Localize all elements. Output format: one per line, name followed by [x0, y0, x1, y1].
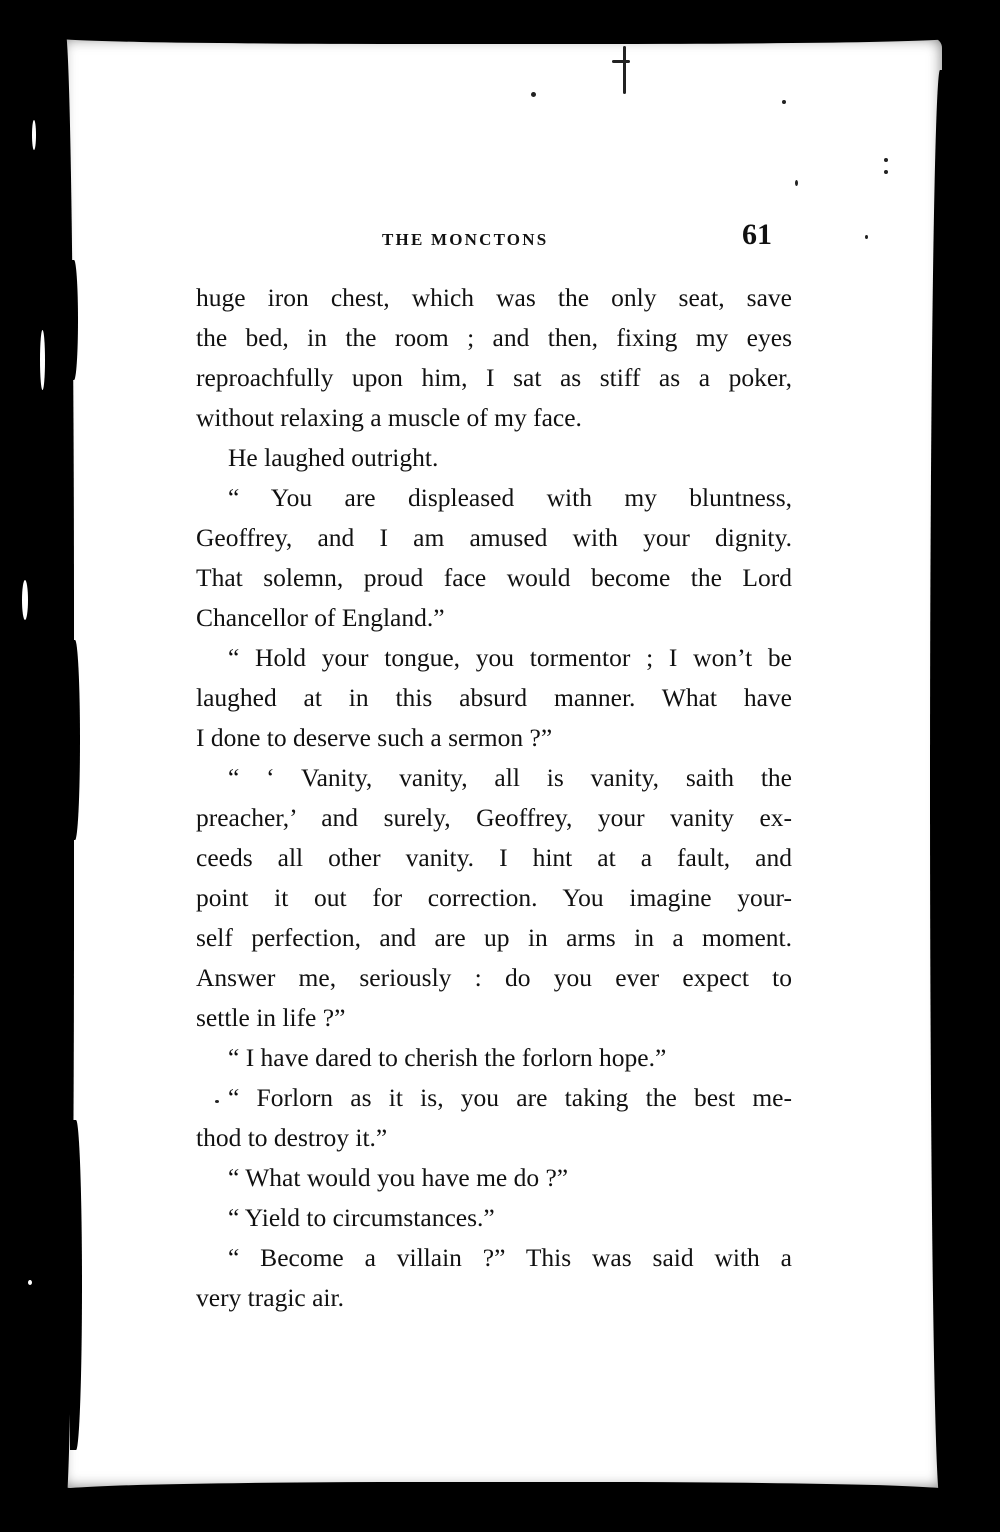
dust-mark — [865, 235, 868, 239]
text-line: settle in life ?” — [196, 1003, 346, 1032]
dust-mark — [612, 60, 630, 63]
running-head — [200, 218, 780, 258]
binding-edge-shadow — [70, 640, 80, 840]
page-edge-shadow-bottom — [60, 1482, 950, 1502]
text-line: “ ‘ Vanity, vanity, all is vanity, saith the — [228, 763, 792, 792]
page-number: 61 — [742, 218, 772, 251]
page-edge-shadow-top — [60, 30, 950, 44]
text-line: huge iron chest, which was the only seat, save — [196, 283, 792, 312]
text-line: reproachfully upon him, I sat as stiff as a poker, — [196, 363, 792, 392]
margin-speck — [40, 330, 45, 390]
body-text — [196, 278, 792, 1318]
text-line: self perfection, and are up in arms in a moment. — [196, 923, 792, 952]
text-line: “ You are displeased with my bluntness, — [228, 483, 792, 512]
text-line: That solemn, proud face would become the Lord — [196, 563, 792, 592]
text-line: preacher,’ and surely, Geoffrey, your vanity ex- — [196, 803, 792, 832]
running-title: THE MONCTONS — [382, 230, 549, 249]
margin-speck — [22, 580, 28, 620]
text-line: ceeds all other vanity. I hint at a fault, and — [196, 843, 792, 872]
dust-mark — [531, 92, 536, 97]
binding-edge-shadow — [70, 1120, 82, 1450]
page-edge-shadow-right — [930, 70, 950, 1500]
text-line: “ Yield to circumstances.” — [228, 1203, 495, 1232]
text-line: He laughed outright. — [228, 443, 439, 472]
text-line: Answer me, seriously : do you ever expect to — [196, 963, 792, 992]
text-line: “ What would you have me do ?” — [228, 1163, 569, 1192]
binding-edge-shadow — [70, 260, 78, 380]
text-line: the bed, in the room ; and then, fixing my eyes — [196, 323, 792, 352]
dust-mark — [782, 100, 786, 104]
text-line: laughed at in this absurd manner. What have — [196, 683, 792, 712]
text-line: “ Hold your tongue, you tormentor ; I won’t be — [228, 643, 792, 672]
dust-mark — [795, 180, 798, 186]
text-line: “ I have dared to cherish the forlorn hope.” — [228, 1043, 667, 1072]
text-line: “ Become a villain ?” This was said with a — [228, 1243, 792, 1272]
text-line: Chancellor of England.” — [196, 603, 445, 632]
text-line: I done to deserve such a sermon ?” — [196, 723, 553, 752]
margin-speck — [32, 120, 36, 150]
text-line: without relaxing a muscle of my face. — [196, 403, 582, 432]
dust-mark — [884, 158, 888, 162]
dust-mark — [884, 170, 888, 174]
text-line: very tragic air. — [196, 1283, 344, 1312]
text-line: thod to destroy it.” — [196, 1123, 388, 1152]
text-line: “ Forlorn as it is, you are taking the best me- — [228, 1083, 792, 1112]
margin-speck — [28, 1280, 32, 1285]
text-line: Geoffrey, and I am amused with your dignity. — [196, 523, 792, 552]
dust-mark — [623, 46, 626, 94]
text-line: point it out for correction. You imagine your- — [196, 883, 792, 912]
